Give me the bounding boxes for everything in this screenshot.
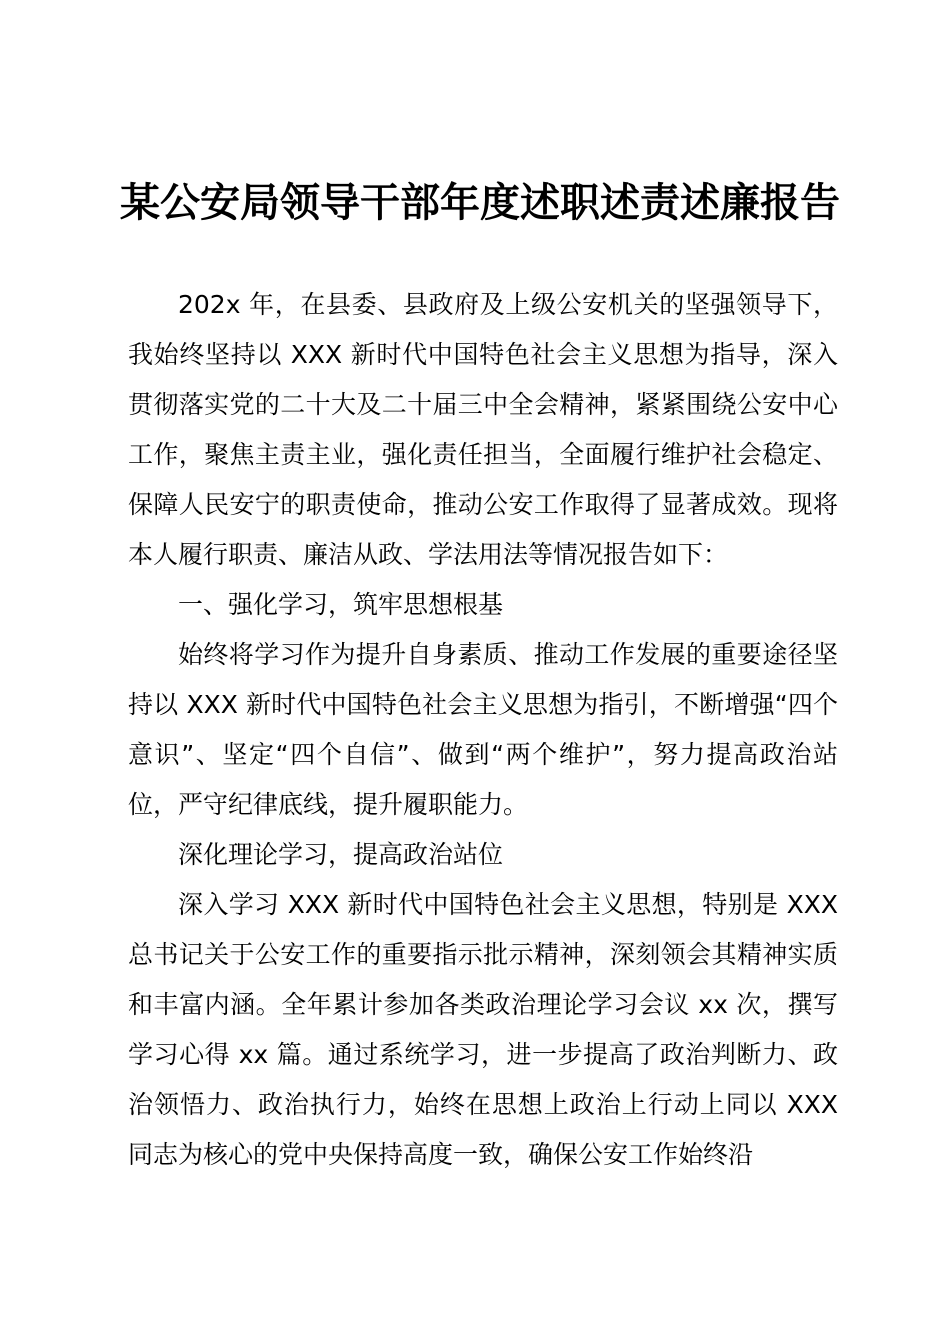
document-title: 某公安局领导干部年度述职述责述廉报告 (120, 179, 840, 226)
paragraph-theory: 深入学习 XXX 新时代中国特色社会主义思想，特别是 XXX 总书记关于公安工作的重要指示批示精神，深刻领会其精神实质和丰富内涵。全年累计参加各类政治理论学习会议 xx 次，撰写学习心得 xx 篇。通过系统学习，进一步提高了政治判断力、政治领悟力、政治执行力，始终在思想上政治上行动上同以 XXX 同志为核心的党中央保持高度一致，确保公安工作始终沿 (128, 890, 838, 1169)
document-body (128, 280, 838, 1180)
subsection-heading-theory: 深化理论学习，提高政治站位 (178, 840, 504, 869)
section-heading-1: 一、强化学习，筑牢思想根基 (178, 590, 504, 619)
paragraph-study: 始终将学习作为提升自身素质、推动工作发展的重要途径坚持以 XXX 新时代中国特色社会主义思想为指引，不断增强“四个意识”、坚定“四个自信”、做到“两个维护”，努力提高政治站位，严守纪律底线，提升履职能力。 (128, 640, 838, 819)
paragraph-intro: 202x 年，在县委、县政府及上级公安机关的坚强领导下，我始终坚持以 XXX 新时代中国特色社会主义思想为指导，深入贯彻落实党的二十大及二十届三中全会精神，紧紧围绕公安中心工作，聚焦主责主业，强化责任担当，全面履行维护社会稳定、保障人民安宁的职责使命，推动公安工作取得了显著成效。现将本人履行职责、廉洁从政、学法用法等情况报告如下： (128, 290, 838, 569)
